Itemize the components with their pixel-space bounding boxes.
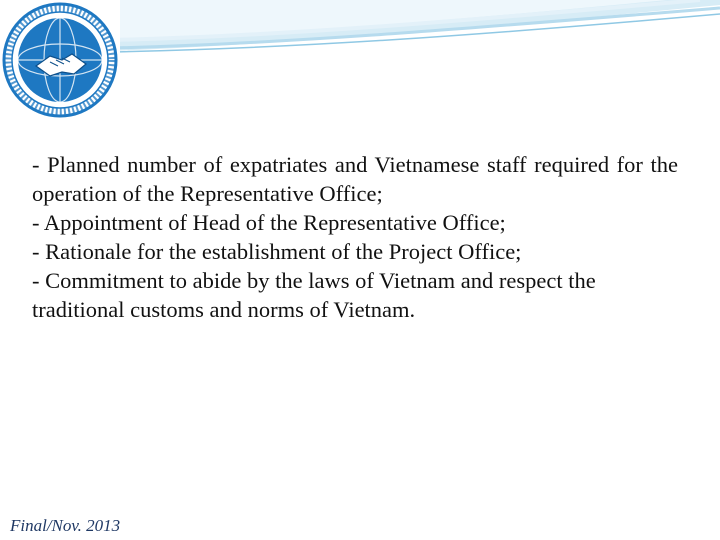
bullet-head-appointment: - Appointment of Head of the Representative Office; [32,210,506,235]
slide-footer: Final/Nov. 2013 [10,516,121,535]
bullet-staff-numbers: - Planned number of expatriates and Vietnamese staff required for the operation of the Representative Office; [32,152,678,206]
slide-body [32,150,678,324]
bullet-project-office-rationale: - Rationale for the establishment of the Project Office; [32,239,522,264]
organization-logo [0,0,120,120]
bullet-law-commitment: - Commitment to abide by the laws of Vietnam and respect the traditional customs and norms of Vietnam. [32,268,596,322]
